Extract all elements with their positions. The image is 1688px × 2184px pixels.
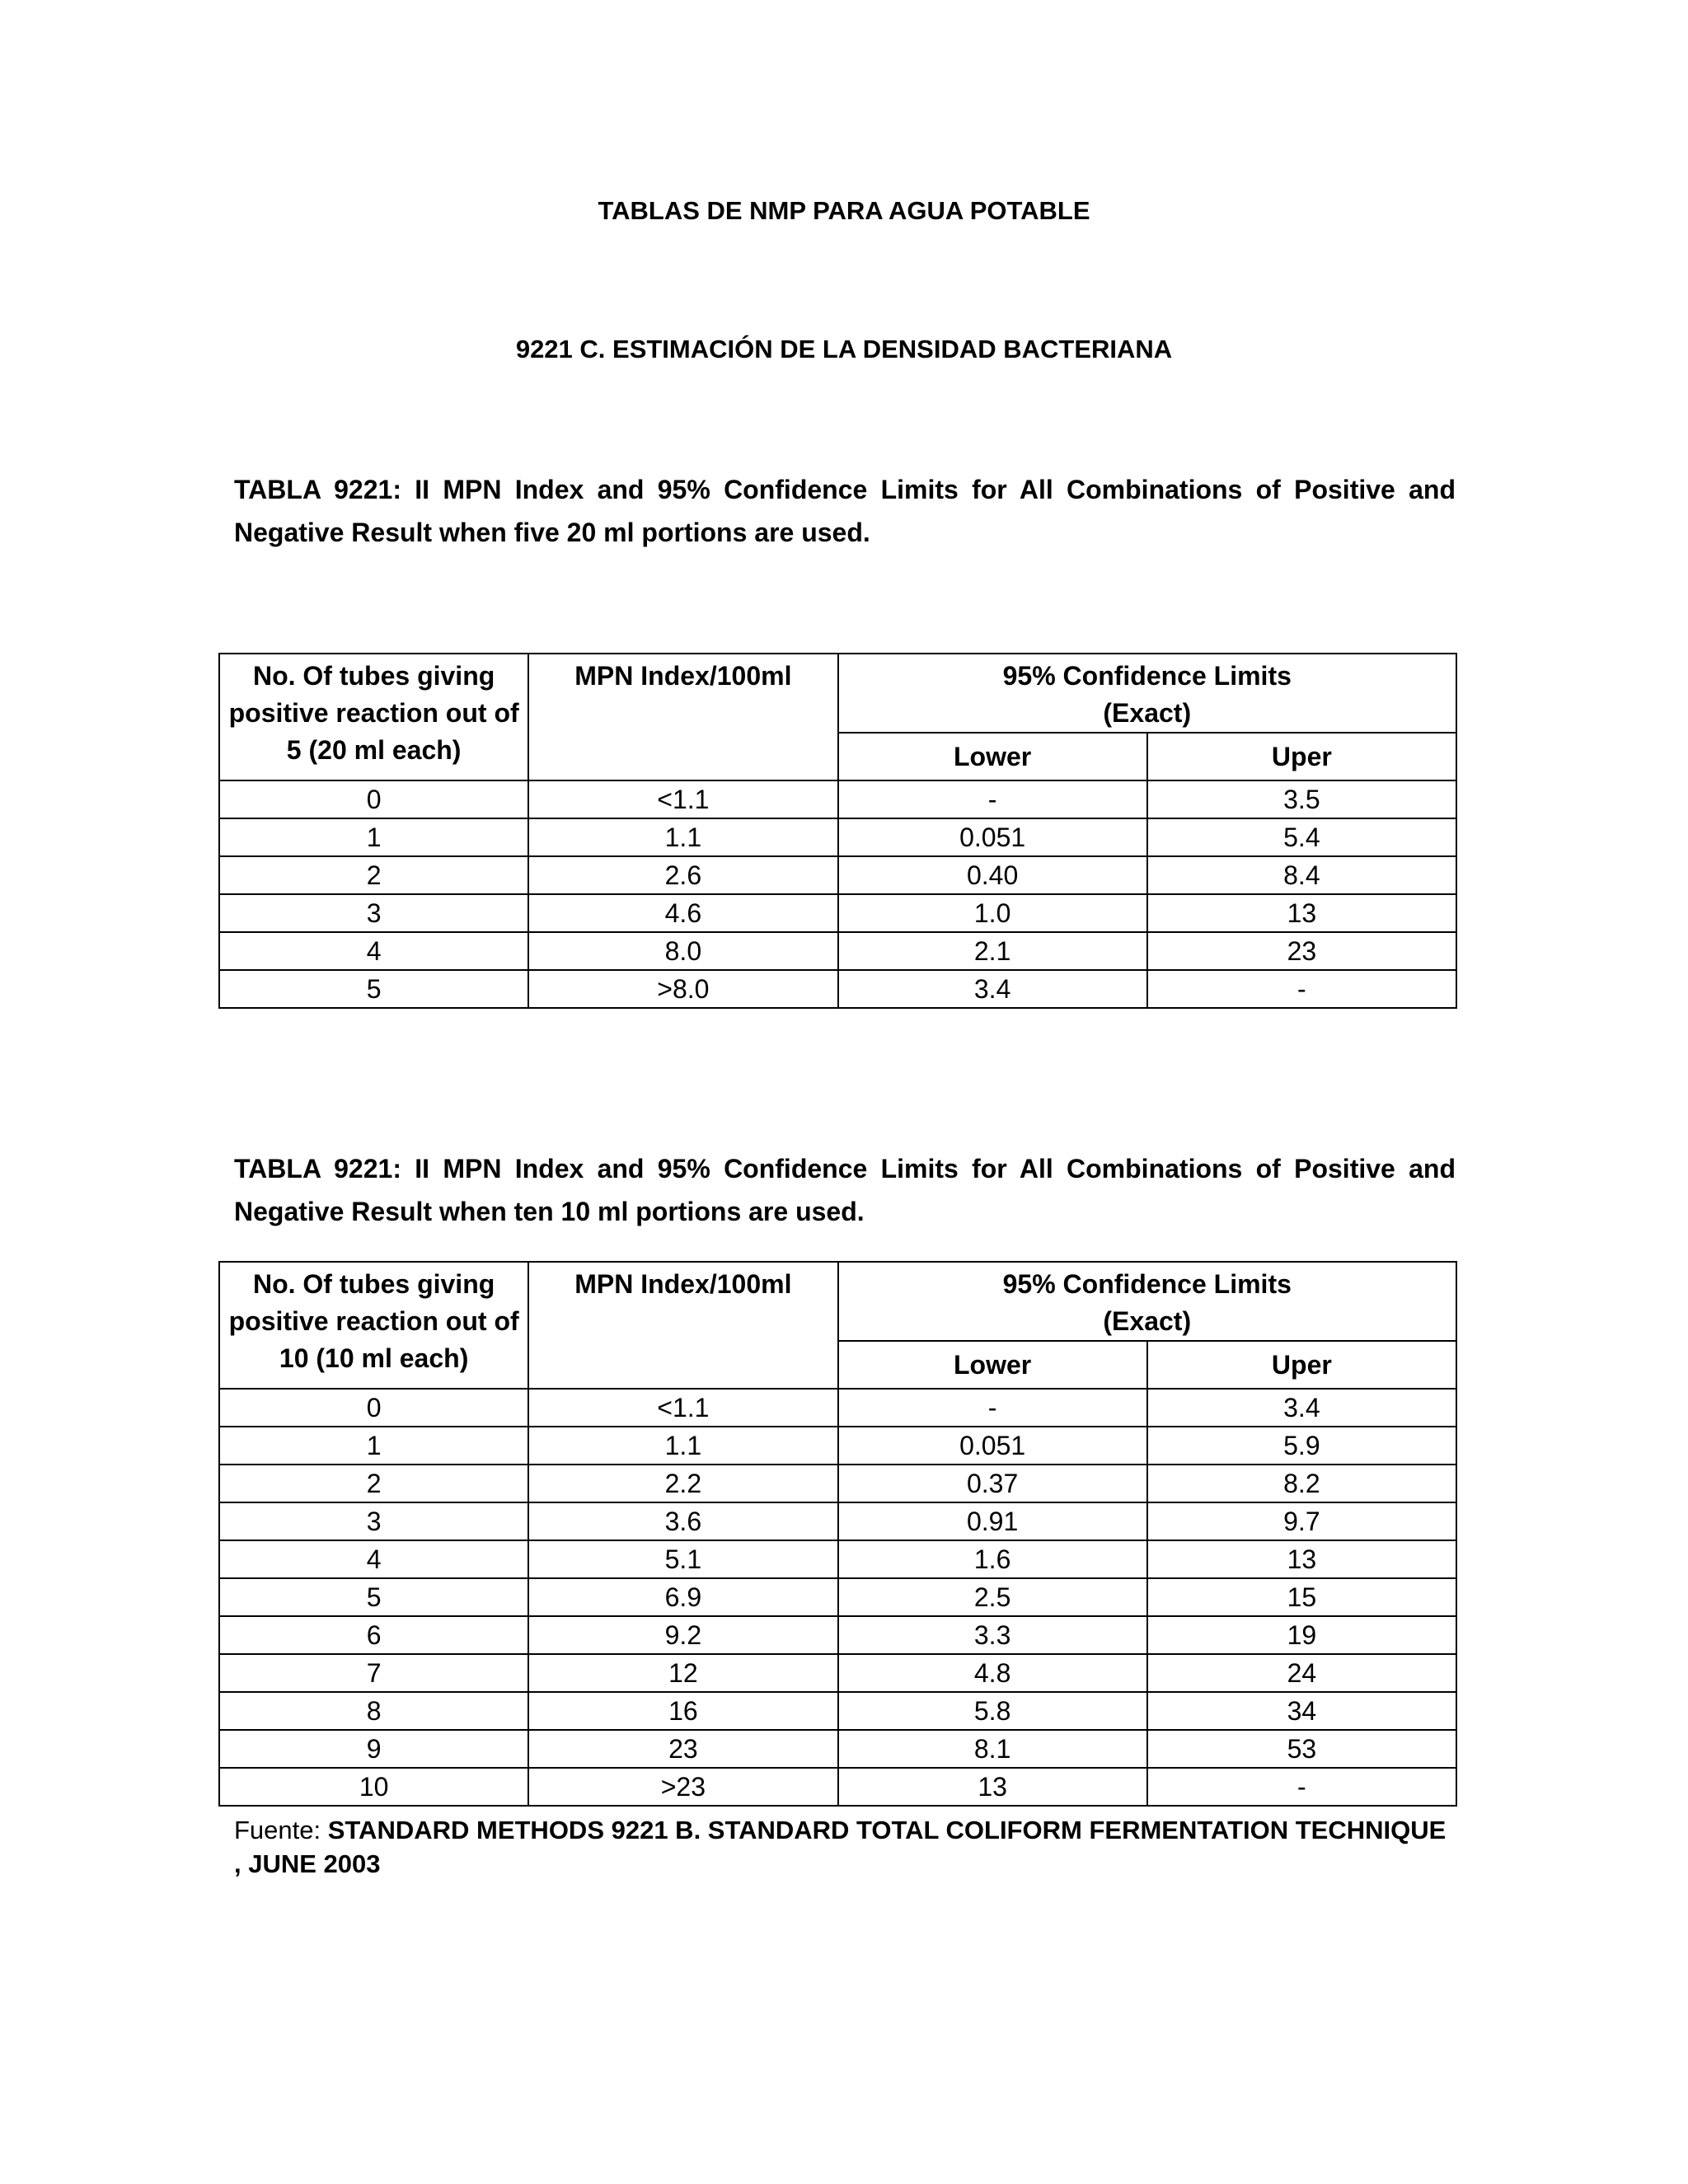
header-confidence-note: (Exact) bbox=[1103, 698, 1192, 728]
cell-lower: 2.1 bbox=[838, 932, 1147, 970]
header-lower: Lower bbox=[838, 1341, 1147, 1389]
document-title: TABLAS DE NMP PARA AGUA POTABLE bbox=[598, 196, 1090, 225]
table-row bbox=[219, 1768, 1456, 1806]
cell-upper: 13 bbox=[1147, 894, 1456, 932]
cell-lower: 0.91 bbox=[838, 1502, 1147, 1540]
cell-upper: 13 bbox=[1147, 1540, 1456, 1578]
cell-tubes: 3 bbox=[219, 1502, 528, 1540]
cell-tubes: 2 bbox=[219, 856, 528, 894]
header-confidence-title: 95% Confidence Limits bbox=[1002, 1269, 1292, 1299]
cell-upper: 34 bbox=[1147, 1692, 1456, 1730]
cell-mpn: 12 bbox=[528, 1654, 837, 1692]
header-confidence-title: 95% Confidence Limits bbox=[1002, 661, 1292, 691]
cell-lower: 1.0 bbox=[838, 894, 1147, 932]
cell-mpn: 8.0 bbox=[528, 932, 837, 970]
table-row bbox=[219, 1654, 1456, 1692]
table-row bbox=[219, 970, 1456, 1008]
cell-tubes: 5 bbox=[219, 970, 528, 1008]
cell-lower: - bbox=[838, 780, 1147, 818]
table-row bbox=[219, 780, 1456, 818]
table1-caption: TABLA 9221: II MPN Index and 95% Confidence Limits for All Combinations of Positive and Negative Result when five 20 ml portions are used. bbox=[234, 475, 1456, 547]
cell-upper: 23 bbox=[1147, 932, 1456, 970]
table-row bbox=[219, 1502, 1456, 1540]
table-row bbox=[219, 1578, 1456, 1616]
cell-lower: 5.8 bbox=[838, 1692, 1147, 1730]
header-mpn: MPN Index/100ml bbox=[528, 654, 837, 780]
cell-tubes: 0 bbox=[219, 780, 528, 818]
header-upper: Uper bbox=[1147, 733, 1456, 780]
cell-tubes: 9 bbox=[219, 1730, 528, 1768]
table-row bbox=[219, 1692, 1456, 1730]
cell-lower: 2.5 bbox=[838, 1578, 1147, 1616]
cell-lower: 0.40 bbox=[838, 856, 1147, 894]
cell-tubes: 10 bbox=[219, 1768, 528, 1806]
header-upper: Uper bbox=[1147, 1341, 1456, 1389]
cell-tubes: 8 bbox=[219, 1692, 528, 1730]
table2-caption: TABLA 9221: II MPN Index and 95% Confidence Limits for All Combinations of Positive and Negative Result when ten 10 ml portions are used. bbox=[234, 1154, 1456, 1226]
document-subtitle: 9221 C. ESTIMACIÓN DE LA DENSIDAD BACTERIANA bbox=[515, 335, 1173, 363]
cell-upper: 5.4 bbox=[1147, 818, 1456, 856]
header-tubes: No. Of tubes giving positive reaction out of 10 (10 ml each) bbox=[219, 1262, 528, 1389]
cell-upper: 19 bbox=[1147, 1616, 1456, 1654]
cell-mpn: >8.0 bbox=[528, 970, 837, 1008]
cell-tubes: 4 bbox=[219, 1540, 528, 1578]
table-row bbox=[219, 856, 1456, 894]
cell-mpn: >23 bbox=[528, 1768, 837, 1806]
cell-tubes: 4 bbox=[219, 932, 528, 970]
cell-upper: 8.2 bbox=[1147, 1465, 1456, 1502]
table-row bbox=[219, 932, 1456, 970]
header-confidence-note: (Exact) bbox=[1103, 1306, 1192, 1336]
cell-upper: 24 bbox=[1147, 1654, 1456, 1692]
header-confidence bbox=[838, 654, 1457, 733]
cell-upper: 8.4 bbox=[1147, 856, 1456, 894]
table-row bbox=[219, 1465, 1456, 1502]
cell-tubes: 3 bbox=[219, 894, 528, 932]
cell-upper: 3.4 bbox=[1147, 1389, 1456, 1427]
cell-lower: 13 bbox=[838, 1768, 1147, 1806]
table-row bbox=[219, 1730, 1456, 1768]
cell-lower: 0.051 bbox=[838, 818, 1147, 856]
cell-tubes: 1 bbox=[219, 818, 528, 856]
cell-upper: 3.5 bbox=[1147, 780, 1456, 818]
header-mpn: MPN Index/100ml bbox=[528, 1262, 837, 1389]
cell-mpn: <1.1 bbox=[528, 780, 837, 818]
cell-upper: - bbox=[1147, 1768, 1456, 1806]
header-confidence bbox=[838, 1262, 1457, 1341]
cell-tubes: 6 bbox=[219, 1616, 528, 1654]
cell-lower: 3.3 bbox=[838, 1616, 1147, 1654]
cell-lower: 4.8 bbox=[838, 1654, 1147, 1692]
table-row bbox=[219, 1389, 1456, 1427]
cell-mpn: 23 bbox=[528, 1730, 837, 1768]
cell-upper: 53 bbox=[1147, 1730, 1456, 1768]
source-note bbox=[234, 1813, 1456, 1881]
cell-upper: 15 bbox=[1147, 1578, 1456, 1616]
mpn-table-2 bbox=[218, 1261, 1457, 1807]
cell-tubes: 1 bbox=[219, 1427, 528, 1465]
cell-tubes: 7 bbox=[219, 1654, 528, 1692]
cell-mpn: 5.1 bbox=[528, 1540, 837, 1578]
cell-mpn: <1.1 bbox=[528, 1389, 837, 1427]
cell-mpn: 9.2 bbox=[528, 1616, 837, 1654]
cell-mpn: 6.9 bbox=[528, 1578, 837, 1616]
cell-mpn: 2.6 bbox=[528, 856, 837, 894]
cell-upper: 5.9 bbox=[1147, 1427, 1456, 1465]
cell-lower: - bbox=[838, 1389, 1147, 1427]
cell-lower: 3.4 bbox=[838, 970, 1147, 1008]
cell-tubes: 0 bbox=[219, 1389, 528, 1427]
cell-tubes: 2 bbox=[219, 1465, 528, 1502]
cell-upper: 9.7 bbox=[1147, 1502, 1456, 1540]
cell-lower: 0.051 bbox=[838, 1427, 1147, 1465]
mpn-table-1 bbox=[218, 653, 1457, 1009]
cell-tubes: 5 bbox=[219, 1578, 528, 1616]
header-tubes: No. Of tubes giving positive reaction out of 5 (20 ml each) bbox=[219, 654, 528, 780]
cell-lower: 0.37 bbox=[838, 1465, 1147, 1502]
table-row bbox=[219, 1540, 1456, 1578]
source-label: Fuente: bbox=[234, 1816, 328, 1844]
table-row bbox=[219, 1427, 1456, 1465]
cell-mpn: 1.1 bbox=[528, 1427, 837, 1465]
cell-lower: 8.1 bbox=[838, 1730, 1147, 1768]
table-row bbox=[219, 818, 1456, 856]
cell-mpn: 16 bbox=[528, 1692, 837, 1730]
table-row bbox=[219, 894, 1456, 932]
header-lower: Lower bbox=[838, 733, 1147, 780]
cell-upper: - bbox=[1147, 970, 1456, 1008]
source-text: STANDARD METHODS 9221 B. STANDARD TOTAL COLIFORM FERMENTATION TECHNIQUE , JUNE 2003 bbox=[234, 1816, 1447, 1878]
cell-mpn: 1.1 bbox=[528, 818, 837, 856]
cell-mpn: 3.6 bbox=[528, 1502, 837, 1540]
table-row bbox=[219, 1616, 1456, 1654]
cell-mpn: 4.6 bbox=[528, 894, 837, 932]
cell-lower: 1.6 bbox=[838, 1540, 1147, 1578]
cell-mpn: 2.2 bbox=[528, 1465, 837, 1502]
